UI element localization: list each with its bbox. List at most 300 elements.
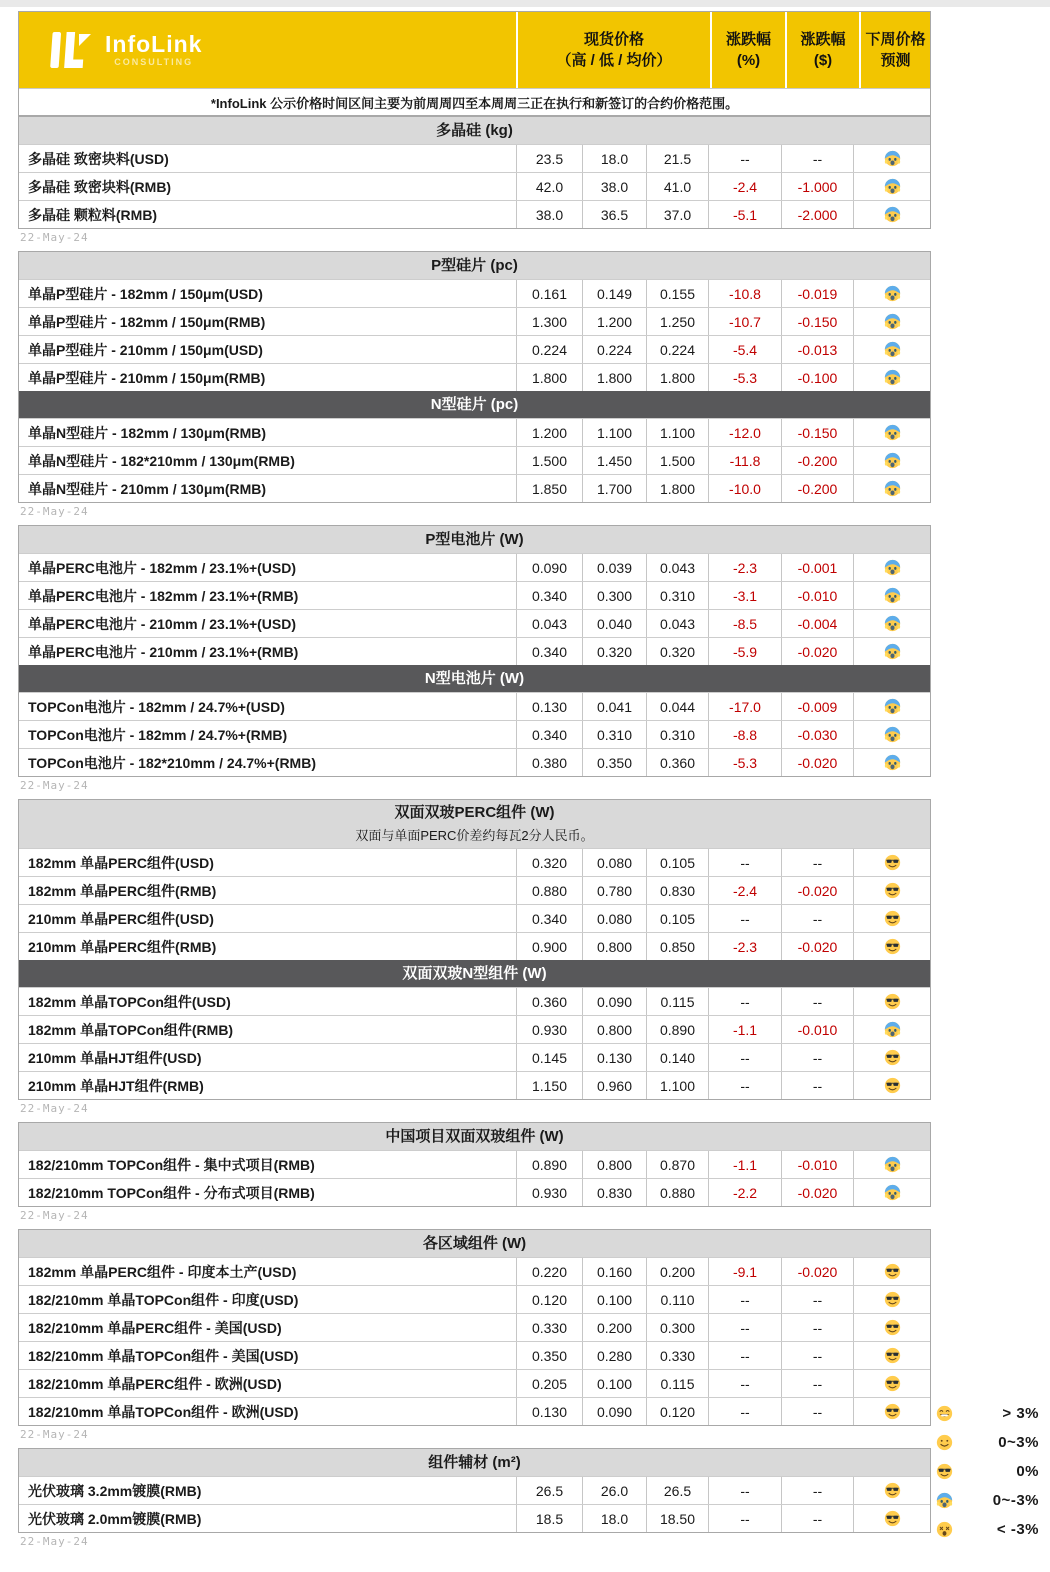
product-name: 182/210mm 单晶TOPCon组件 - 印度(USD) — [28, 1291, 299, 1308]
emoji-scream-icon — [884, 369, 901, 386]
price-high: 0.220 — [516, 1258, 582, 1285]
price-avg: 0.120 — [646, 1398, 708, 1425]
emoji-scream-icon — [884, 1156, 901, 1173]
price-block — [18, 799, 931, 1100]
price-low: 0.080 — [582, 849, 646, 876]
price-avg: 0.330 — [646, 1342, 708, 1369]
price-avg: 0.310 — [646, 721, 708, 748]
change-usd: -- — [781, 988, 853, 1015]
forecast-cell — [853, 693, 930, 720]
table-header — [19, 12, 930, 88]
price-high: 0.224 — [516, 336, 582, 363]
price-high: 0.130 — [516, 693, 582, 720]
table-row — [19, 474, 930, 502]
change-usd: -- — [781, 849, 853, 876]
forecast-cell — [853, 1505, 930, 1532]
legend-label: 0~3% — [998, 1434, 1039, 1451]
product-name: 单晶P型硅片 - 182mm / 150μm(RMB) — [28, 313, 266, 330]
forecast-cell — [853, 721, 930, 748]
section-title: 组件辅材 (m²) — [428, 1453, 521, 1471]
brand-name: InfoLink — [105, 31, 203, 57]
change-usd: -- — [781, 145, 853, 172]
forecast-cell — [853, 201, 930, 228]
table-row — [19, 904, 930, 932]
date-label: 22-May-24 — [20, 1102, 89, 1115]
table-row — [19, 1015, 930, 1043]
price-high: 0.120 — [516, 1286, 582, 1313]
price-high: 1.150 — [516, 1072, 582, 1099]
price-low: 0.780 — [582, 877, 646, 904]
price-avg: 0.310 — [646, 582, 708, 609]
price-low: 0.040 — [582, 610, 646, 637]
price-low: 0.224 — [582, 336, 646, 363]
change-pct: -2.4 — [708, 877, 781, 904]
infolink-price-report — [18, 11, 931, 1555]
price-avg: 0.300 — [646, 1314, 708, 1341]
price-high: 18.5 — [516, 1505, 582, 1532]
price-low: 0.100 — [582, 1286, 646, 1313]
price-high: 0.890 — [516, 1151, 582, 1178]
section-title: P型硅片 (pc) — [431, 256, 518, 274]
section-title: 多晶硅 (kg) — [436, 121, 513, 139]
price-high: 1.200 — [516, 419, 582, 446]
date-label: 22-May-24 — [20, 1535, 89, 1548]
table-row — [19, 1178, 930, 1206]
change-pct: -1.1 — [708, 1016, 781, 1043]
emoji-cool-icon — [884, 1482, 901, 1499]
change-pct: -- — [708, 1477, 781, 1504]
change-pct: -2.2 — [708, 1179, 781, 1206]
forecast-cell — [853, 1072, 930, 1099]
product-name: 182/210mm 单晶PERC组件 - 美国(USD) — [28, 1319, 282, 1336]
change-usd: -0.150 — [781, 419, 853, 446]
section-subtitle: 双面与单面PERC价差约每瓦2分人民币。 — [355, 828, 594, 843]
forecast-cell — [853, 1370, 930, 1397]
change-pct: -- — [708, 988, 781, 1015]
change-usd: -0.013 — [781, 336, 853, 363]
price-avg: 1.100 — [646, 419, 708, 446]
change-usd: -0.020 — [781, 638, 853, 665]
table-row — [19, 1369, 930, 1397]
legend-label: 0% — [1016, 1463, 1039, 1480]
legend-entry — [933, 1428, 1045, 1457]
legend-label: < -3% — [996, 1521, 1039, 1538]
change-usd: -0.020 — [781, 1258, 853, 1285]
price-low: 0.200 — [582, 1314, 646, 1341]
price-avg: 1.250 — [646, 308, 708, 335]
forecast-cell — [853, 638, 930, 665]
price-low: 0.310 — [582, 721, 646, 748]
change-usd: -- — [781, 1398, 853, 1425]
forecast-cell — [853, 905, 930, 932]
price-high: 0.320 — [516, 849, 582, 876]
emoji-scream-icon — [884, 1021, 901, 1038]
price-avg: 0.105 — [646, 905, 708, 932]
price-high: 23.5 — [516, 145, 582, 172]
table-row — [19, 637, 930, 665]
price-low: 0.960 — [582, 1072, 646, 1099]
change-usd: -- — [781, 1314, 853, 1341]
price-avg: 1.800 — [646, 364, 708, 391]
product-name: 210mm 单晶HJT组件(RMB) — [28, 1077, 204, 1094]
forecast-cell — [853, 1044, 930, 1071]
price-low: 1.450 — [582, 447, 646, 474]
price-avg: 18.50 — [646, 1505, 708, 1532]
emoji-scream-icon — [884, 480, 901, 497]
price-high: 0.145 — [516, 1044, 582, 1071]
price-high: 0.340 — [516, 905, 582, 932]
date-label: 22-May-24 — [20, 1209, 89, 1222]
table-row — [19, 446, 930, 474]
price-high: 0.930 — [516, 1179, 582, 1206]
emoji-cool-icon — [884, 1049, 901, 1066]
section-band — [19, 800, 930, 848]
change-pct: -10.0 — [708, 475, 781, 502]
legend-emoji — [933, 1492, 955, 1509]
spot-price-label: 现货价格 — [583, 31, 644, 48]
section-band — [19, 117, 930, 144]
section-band — [19, 1230, 930, 1257]
forecast-cell — [853, 308, 930, 335]
forecast-cell — [853, 1314, 930, 1341]
table-row — [19, 200, 930, 228]
price-block — [18, 251, 931, 503]
table-row — [19, 1397, 930, 1425]
forecast-cell — [853, 554, 930, 581]
table-row — [19, 848, 930, 876]
emoji-cool-icon — [884, 1510, 901, 1527]
table-row — [19, 932, 930, 960]
change-pct: -- — [708, 1398, 781, 1425]
forecast-cell — [853, 280, 930, 307]
table-row — [19, 1071, 930, 1099]
price-avg: 37.0 — [646, 201, 708, 228]
price-avg: 26.5 — [646, 1477, 708, 1504]
price-low: 0.090 — [582, 988, 646, 1015]
brand-header — [19, 12, 516, 88]
change-pct: -- — [708, 1342, 781, 1369]
emoji-cool-icon — [884, 882, 901, 899]
forecast-cell — [853, 1286, 930, 1313]
change-pct-label: 涨跌幅 — [725, 31, 771, 48]
section-band — [19, 1123, 930, 1150]
table-row — [19, 1313, 930, 1341]
date-label: 22-May-24 — [20, 505, 89, 518]
emoji-scream-icon — [884, 178, 901, 195]
change-pct: -9.1 — [708, 1258, 781, 1285]
price-low: 0.090 — [582, 1398, 646, 1425]
column-header-change-pct — [710, 12, 785, 88]
product-name: 单晶N型硅片 - 182mm / 130μm(RMB) — [28, 424, 267, 441]
forecast-sublabel: 预测 — [880, 52, 911, 69]
price-low: 0.080 — [582, 905, 646, 932]
change-usd: -2.000 — [781, 201, 853, 228]
product-name: TOPCon电池片 - 182mm / 24.7%+(USD) — [28, 698, 285, 715]
change-pct: -- — [708, 905, 781, 932]
table-row — [19, 307, 930, 335]
price-avg: 0.850 — [646, 933, 708, 960]
price-avg: 0.155 — [646, 280, 708, 307]
product-name: 光伏玻璃 2.0mm镀膜(RMB) — [28, 1510, 202, 1527]
product-name: 182/210mm 单晶TOPCon组件 - 欧洲(USD) — [28, 1403, 299, 1420]
table-header-block — [18, 11, 931, 116]
section-title: 双面双玻PERC组件 (W) — [394, 804, 555, 821]
section-title: 中国项目双面双玻组件 (W) — [385, 1127, 564, 1145]
price-low: 18.0 — [582, 1505, 646, 1532]
emoji-scream-icon — [884, 698, 901, 715]
emoji-scream-icon — [884, 587, 901, 604]
price-avg: 0.880 — [646, 1179, 708, 1206]
emoji-scream-icon — [884, 643, 901, 660]
change-usd: -0.150 — [781, 308, 853, 335]
table-row — [19, 335, 930, 363]
price-avg: 0.360 — [646, 749, 708, 776]
brand-text — [105, 32, 202, 68]
price-high: 0.350 — [516, 1342, 582, 1369]
date-label: 22-May-24 — [20, 231, 89, 244]
emoji-scream-icon — [884, 1184, 901, 1201]
date-label: 22-May-24 — [20, 779, 89, 792]
section-band — [19, 526, 930, 553]
change-pct: -- — [708, 1314, 781, 1341]
infolink-logo-icon — [49, 27, 95, 73]
change-usd: -0.009 — [781, 693, 853, 720]
price-low: 0.800 — [582, 1151, 646, 1178]
price-high: 0.130 — [516, 1398, 582, 1425]
table-row — [19, 172, 930, 200]
legend-entry — [933, 1515, 1045, 1544]
change-usd: -1.000 — [781, 173, 853, 200]
forecast-cell — [853, 336, 930, 363]
product-name: 182mm 单晶PERC组件(RMB) — [28, 882, 217, 899]
price-avg: 0.890 — [646, 1016, 708, 1043]
change-pct: -3.1 — [708, 582, 781, 609]
spot-price-sublabel: （高 / 低 / 均价） — [556, 52, 672, 69]
emoji-scream-icon — [884, 452, 901, 469]
legend-entry — [933, 1399, 1045, 1428]
price-low: 0.039 — [582, 554, 646, 581]
change-usd: -0.030 — [781, 721, 853, 748]
price-low: 0.149 — [582, 280, 646, 307]
change-pct: -12.0 — [708, 419, 781, 446]
legend-label: 0~-3% — [992, 1492, 1039, 1509]
change-usd: -0.019 — [781, 280, 853, 307]
price-high: 0.090 — [516, 554, 582, 581]
forecast-cell — [853, 1258, 930, 1285]
product-name: 单晶N型硅片 - 210mm / 130μm(RMB) — [28, 480, 267, 497]
change-usd: -0.010 — [781, 1151, 853, 1178]
change-usd-label: 涨跌幅 — [800, 31, 846, 48]
table-row — [19, 1285, 930, 1313]
emoji-grin-icon — [936, 1405, 953, 1422]
price-avg: 0.043 — [646, 610, 708, 637]
change-pct-unit: (%) — [736, 52, 761, 69]
change-usd: -0.001 — [781, 554, 853, 581]
change-pct: -1.1 — [708, 1151, 781, 1178]
table-row — [19, 748, 930, 776]
price-low: 0.320 — [582, 638, 646, 665]
change-usd: -- — [781, 1505, 853, 1532]
price-block — [18, 116, 931, 229]
price-avg: 0.105 — [646, 849, 708, 876]
price-high: 0.340 — [516, 638, 582, 665]
price-high: 0.043 — [516, 610, 582, 637]
brand-subtitle: CONSULTING — [114, 57, 194, 67]
column-header-change-usd — [785, 12, 859, 88]
forecast-cell — [853, 1151, 930, 1178]
table-row — [19, 1476, 930, 1504]
legend-label: > 3% — [1002, 1405, 1039, 1422]
price-high: 0.205 — [516, 1370, 582, 1397]
price-high: 0.900 — [516, 933, 582, 960]
product-name: 182/210mm 单晶TOPCon组件 - 美国(USD) — [28, 1347, 299, 1364]
section-title: N型电池片 (W) — [424, 669, 525, 687]
price-low: 1.100 — [582, 419, 646, 446]
price-low: 0.800 — [582, 933, 646, 960]
change-pct: -2.3 — [708, 933, 781, 960]
change-pct: -- — [708, 849, 781, 876]
emoji-scream-icon — [884, 206, 901, 223]
change-usd: -0.004 — [781, 610, 853, 637]
change-usd: -- — [781, 1072, 853, 1099]
forecast-cell — [853, 475, 930, 502]
change-pct: -2.4 — [708, 173, 781, 200]
change-pct: -8.5 — [708, 610, 781, 637]
date-label: 22-May-24 — [20, 1428, 89, 1441]
forecast-cell — [853, 988, 930, 1015]
price-low: 1.700 — [582, 475, 646, 502]
price-high: 38.0 — [516, 201, 582, 228]
table-row — [19, 692, 930, 720]
legend-emoji — [933, 1434, 955, 1451]
change-usd-unit: ($) — [813, 52, 833, 69]
table-row — [19, 553, 930, 581]
table-row — [19, 279, 930, 307]
product-name: 182mm 单晶TOPCon组件(RMB) — [28, 1021, 234, 1038]
emoji-cool-icon — [884, 1263, 901, 1280]
section-title: 双面双玻N型组件 (W) — [402, 964, 547, 982]
product-name: 单晶PERC电池片 - 210mm / 23.1%+(USD) — [28, 615, 297, 632]
table-row — [19, 609, 930, 637]
price-low: 1.800 — [582, 364, 646, 391]
emoji-scream-icon — [884, 285, 901, 302]
legend-entry — [933, 1486, 1045, 1515]
emoji-scream-icon — [884, 559, 901, 576]
forecast-cell — [853, 364, 930, 391]
product-name: 多晶硅 致密块料(RMB) — [28, 178, 172, 195]
price-avg: 0.044 — [646, 693, 708, 720]
change-usd: -0.020 — [781, 749, 853, 776]
emoji-scream-icon — [884, 313, 901, 330]
emoji-cool-icon — [884, 854, 901, 871]
change-usd: -0.100 — [781, 364, 853, 391]
change-usd: -0.020 — [781, 1179, 853, 1206]
price-low: 0.041 — [582, 693, 646, 720]
price-avg: 0.830 — [646, 877, 708, 904]
emoji-cool-icon — [884, 1375, 901, 1392]
emoji-cool-icon — [884, 993, 901, 1010]
section-band — [19, 252, 930, 279]
product-name: 182/210mm 单晶PERC组件 - 欧洲(USD) — [28, 1375, 282, 1392]
forecast-cell — [853, 1477, 930, 1504]
price-high: 0.380 — [516, 749, 582, 776]
legend-emoji — [933, 1521, 955, 1538]
change-usd: -0.200 — [781, 475, 853, 502]
change-pct: -11.8 — [708, 447, 781, 474]
emoji-cool-icon — [884, 938, 901, 955]
change-usd: -0.010 — [781, 1016, 853, 1043]
price-high: 0.880 — [516, 877, 582, 904]
price-high: 1.800 — [516, 364, 582, 391]
change-usd: -0.200 — [781, 447, 853, 474]
price-low: 0.830 — [582, 1179, 646, 1206]
product-name: TOPCon电池片 - 182*210mm / 24.7%+(RMB) — [28, 754, 316, 771]
change-usd: -- — [781, 1342, 853, 1369]
table-row — [19, 363, 930, 391]
price-low: 0.800 — [582, 1016, 646, 1043]
price-low: 0.100 — [582, 1370, 646, 1397]
change-pct: -10.7 — [708, 308, 781, 335]
price-low: 0.160 — [582, 1258, 646, 1285]
forecast-cell — [853, 610, 930, 637]
price-avg: 0.115 — [646, 1370, 708, 1397]
change-usd: -0.010 — [781, 582, 853, 609]
price-high: 0.161 — [516, 280, 582, 307]
emoji-cool-icon — [884, 910, 901, 927]
emoji-scream-icon — [884, 615, 901, 632]
table-row — [19, 1257, 930, 1285]
change-pct: -5.3 — [708, 364, 781, 391]
column-header-forecast — [859, 12, 930, 88]
change-usd: -- — [781, 905, 853, 932]
price-high: 1.500 — [516, 447, 582, 474]
price-low: 0.280 — [582, 1342, 646, 1369]
forecast-cell — [853, 145, 930, 172]
section-title: P型电池片 (W) — [425, 530, 524, 548]
price-high: 0.340 — [516, 582, 582, 609]
price-high: 0.340 — [516, 721, 582, 748]
forecast-cell — [853, 447, 930, 474]
price-low: 26.0 — [582, 1477, 646, 1504]
section-band — [19, 391, 930, 418]
product-name: 182/210mm TOPCon组件 - 分布式项目(RMB) — [28, 1184, 315, 1201]
price-high: 26.5 — [516, 1477, 582, 1504]
price-avg: 0.224 — [646, 336, 708, 363]
price-block — [18, 1122, 931, 1207]
price-block — [18, 1448, 931, 1533]
forecast-cell — [853, 1016, 930, 1043]
section-band — [19, 665, 930, 692]
section-band — [19, 960, 930, 987]
product-name: 单晶PERC电池片 - 182mm / 23.1%+(RMB) — [28, 587, 299, 604]
legend-emoji — [933, 1463, 955, 1480]
emoji-cool-icon — [884, 1319, 901, 1336]
product-name: 单晶P型硅片 - 182mm / 150μm(USD) — [28, 285, 263, 302]
emoji-scream-icon — [884, 150, 901, 167]
emoji-cool-icon — [936, 1463, 953, 1480]
legend-emoji — [933, 1405, 955, 1422]
section-title: 各区域组件 (W) — [422, 1234, 527, 1252]
price-low: 36.5 — [582, 201, 646, 228]
change-pct: -- — [708, 1044, 781, 1071]
forecast-cell — [853, 173, 930, 200]
price-avg: 21.5 — [646, 145, 708, 172]
emoji-dizzy-icon — [936, 1521, 953, 1538]
product-name: 210mm 单晶HJT组件(USD) — [28, 1049, 202, 1066]
change-pct: -8.8 — [708, 721, 781, 748]
price-low: 0.350 — [582, 749, 646, 776]
emoji-scream-icon — [884, 424, 901, 441]
